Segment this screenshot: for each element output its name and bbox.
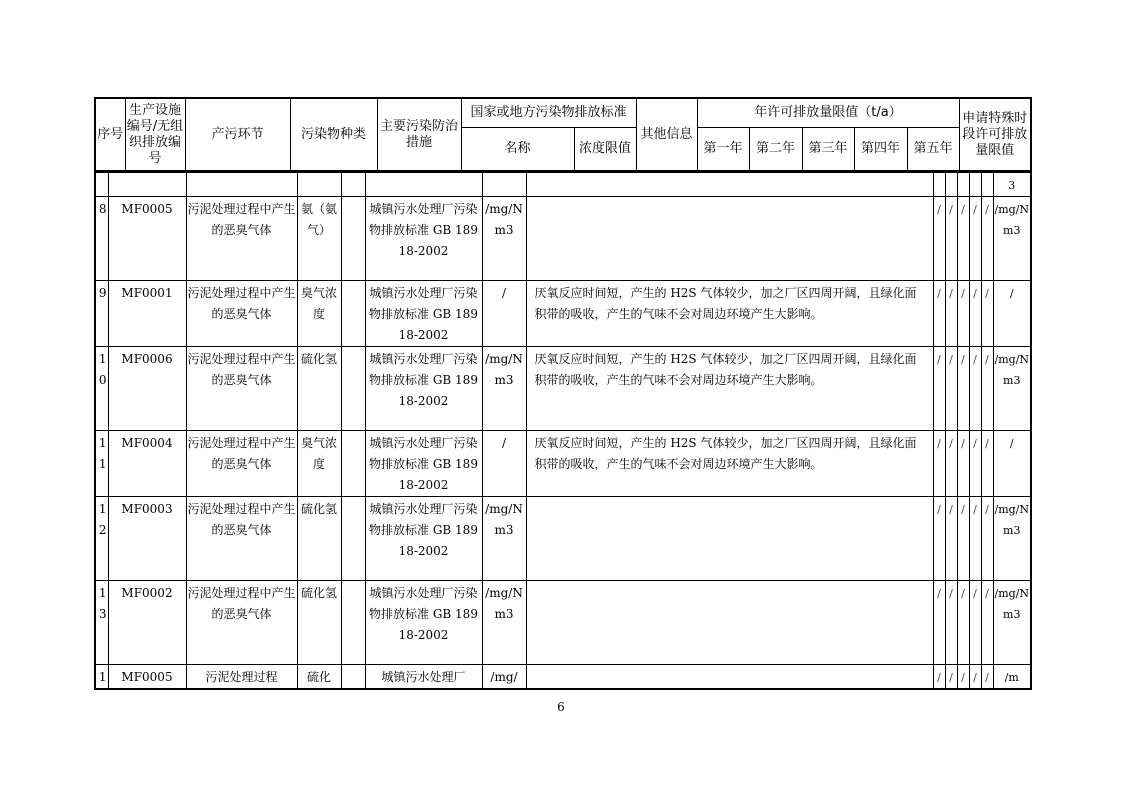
facility-cell: MF0005 (108, 197, 186, 281)
year-1-cell: / (933, 581, 945, 665)
table-row (95, 347, 1031, 431)
page-number: 6 (557, 700, 565, 714)
header-pollutant: 污染物种类 (290, 98, 377, 171)
year-4-cell: / (969, 431, 981, 497)
year-3-cell: / (957, 581, 969, 665)
header-year-3: 第三年 (802, 127, 854, 171)
process-cell: 污泥处理过程中产生的恶臭气体 (186, 431, 297, 497)
year-3-cell: / (957, 197, 969, 281)
year-2-cell: / (945, 281, 957, 347)
header-year-4: 第四年 (854, 127, 907, 171)
header-standard-name: 名称 (461, 127, 574, 171)
table-row (95, 281, 1031, 347)
year-2-cell: / (945, 581, 957, 665)
special-limit-cell: / (993, 431, 1031, 497)
year-2-cell: / (945, 665, 957, 690)
measures-cell (341, 197, 365, 281)
year-5-cell: / (981, 581, 993, 665)
seq-cell: 13 (95, 581, 108, 665)
measures-cell (341, 497, 365, 581)
facility-cell: MF0004 (108, 431, 186, 497)
header-year-5: 第五年 (907, 127, 959, 171)
year-5-cell: / (981, 197, 993, 281)
header-year-1: 第一年 (697, 127, 749, 171)
standard-limit-cell: /mg/Nm3 (482, 197, 526, 281)
header-seq: 序号 (95, 98, 125, 171)
year-1-cell: / (933, 281, 945, 347)
process-cell: 污泥处理过程中产生的恶臭气体 (186, 281, 297, 347)
standard-name-cell: 城镇污水处理厂污染物排放标准 GB 18918-2002 (365, 347, 482, 431)
table-row (95, 497, 1031, 581)
measures-cell (341, 281, 365, 347)
seq-cell: 12 (95, 497, 108, 581)
facility-cell: MF0003 (108, 497, 186, 581)
year-1-cell: / (933, 665, 945, 690)
process-cell: 污泥处理过程中产生的恶臭气体 (186, 497, 297, 581)
year-4-cell: / (969, 347, 981, 431)
standard-name-cell: 城镇污水处理厂 (365, 665, 482, 690)
measures-cell (341, 581, 365, 665)
table-row (95, 197, 1031, 281)
year-5-cell: / (981, 281, 993, 347)
header-standard-group: 国家或地方污染物排放标准 (461, 98, 636, 127)
standard-limit-cell: /mg/Nm3 (482, 581, 526, 665)
year-2-cell: / (945, 497, 957, 581)
year-3-cell: / (957, 497, 969, 581)
year-2-cell: / (945, 431, 957, 497)
table-row (95, 173, 1031, 197)
facility-cell: MF0002 (108, 581, 186, 665)
header-annual-group: 年许可排放量限值（t/a） (697, 98, 959, 127)
process-cell: 污泥处理过程中产生的恶臭气体 (186, 197, 297, 281)
header-measures: 主要污染防治措施 (377, 98, 461, 171)
measures-cell (341, 665, 365, 690)
facility-cell: MF0005 (108, 665, 186, 690)
year-5-cell: / (981, 347, 993, 431)
facility-cell: MF0006 (108, 347, 186, 431)
process-cell: 污泥处理过程中产生的恶臭气体 (186, 347, 297, 431)
header-year-2: 第二年 (749, 127, 802, 171)
year-1-cell: / (933, 347, 945, 431)
year-5-cell: / (981, 431, 993, 497)
table-row (95, 431, 1031, 497)
year-5-cell: / (981, 665, 993, 690)
other-info-cell (526, 665, 933, 690)
year-4-cell: / (969, 197, 981, 281)
pollutant-cell: 硫化氢 (297, 347, 341, 431)
other-info-cell (526, 197, 933, 281)
year-4-cell: / (969, 581, 981, 665)
special-limit-cell: /mg/Nm3 (993, 347, 1031, 431)
measures-cell (341, 347, 365, 431)
table-header (94, 97, 1032, 172)
other-info-cell: 厌氧反应时间短，产生的 H2S 气体较少，加之厂区四周开阔，且绿化面积带的吸收，产生的气味不会对周边环境产生大影响。 (526, 281, 933, 347)
seq-cell: 10 (95, 347, 108, 431)
seq-cell: 8 (95, 197, 108, 281)
pollutant-cell: 硫化 (297, 665, 341, 690)
seq-cell: 11 (95, 431, 108, 497)
year-3-cell: / (957, 431, 969, 497)
standard-limit-cell: / (482, 281, 526, 347)
header-special: 申请特殊时段许可排放量限值 (959, 98, 1031, 171)
pollutant-cell: 臭气浓度 (297, 281, 341, 347)
pollutant-cell: 硫化氢 (297, 497, 341, 581)
special-limit-cell: 3 (993, 173, 1031, 197)
standard-name-cell: 城镇污水处理厂污染物排放标准 GB 18918-2002 (365, 197, 482, 281)
year-1-cell: / (933, 197, 945, 281)
year-1-cell: / (933, 497, 945, 581)
special-limit-cell: / (993, 281, 1031, 347)
table-row (95, 581, 1031, 665)
year-4-cell: / (969, 665, 981, 690)
header-standard-limit: 浓度限值 (574, 127, 636, 171)
table-row (95, 665, 1031, 690)
other-info-cell: 厌氧反应时间短，产生的 H2S 气体较少，加之厂区四周开阔，且绿化面积带的吸收，产生的气味不会对周边环境产生大影响。 (526, 347, 933, 431)
special-limit-cell: /mg/Nm3 (993, 497, 1031, 581)
special-limit-cell: /mg/Nm3 (993, 197, 1031, 281)
year-4-cell: / (969, 497, 981, 581)
table-body (94, 172, 1032, 690)
process-cell: 污泥处理过程中产生的恶臭气体 (186, 581, 297, 665)
pollutant-cell: 臭气浓度 (297, 431, 341, 497)
standard-name-cell: 城镇污水处理厂污染物排放标准 GB 18918-2002 (365, 431, 482, 497)
header-other: 其他信息 (636, 98, 697, 171)
standard-limit-cell: / (482, 431, 526, 497)
seq-cell: 9 (95, 281, 108, 347)
standard-limit-cell: /mg/Nm3 (482, 497, 526, 581)
special-limit-cell: /m (993, 665, 1031, 690)
header-process: 产污环节 (185, 98, 290, 171)
pollutant-cell: 硫化氢 (297, 581, 341, 665)
standard-name-cell: 城镇污水处理厂污染物排放标准 GB 18918-2002 (365, 281, 482, 347)
year-4-cell: / (969, 281, 981, 347)
other-info-cell (526, 581, 933, 665)
other-info-cell: 厌氧反应时间短，产生的 H2S 气体较少，加之厂区四周开阔，且绿化面积带的吸收，产生的气味不会对周边环境产生大影响。 (526, 431, 933, 497)
seq-cell: 1 (95, 665, 108, 690)
pollutant-cell: 氨（氨气） (297, 197, 341, 281)
year-3-cell: / (957, 281, 969, 347)
year-1-cell: / (933, 431, 945, 497)
year-2-cell: / (945, 197, 957, 281)
special-limit-cell: /mg/Nm3 (993, 581, 1031, 665)
standard-name-cell: 城镇污水处理厂污染物排放标准 GB 18918-2002 (365, 581, 482, 665)
other-info-cell (526, 497, 933, 581)
facility-cell: MF0001 (108, 281, 186, 347)
standard-limit-cell: /mg/ (482, 665, 526, 690)
year-2-cell: / (945, 347, 957, 431)
year-3-cell: / (957, 347, 969, 431)
standard-limit-cell: /mg/Nm3 (482, 347, 526, 431)
year-3-cell: / (957, 665, 969, 690)
standard-name-cell: 城镇污水处理厂污染物排放标准 GB 18918-2002 (365, 497, 482, 581)
process-cell: 污泥处理过程 (186, 665, 297, 690)
measures-cell (341, 431, 365, 497)
header-facility: 生产设施编号/无组织排放编号 (125, 98, 185, 171)
year-5-cell: / (981, 497, 993, 581)
